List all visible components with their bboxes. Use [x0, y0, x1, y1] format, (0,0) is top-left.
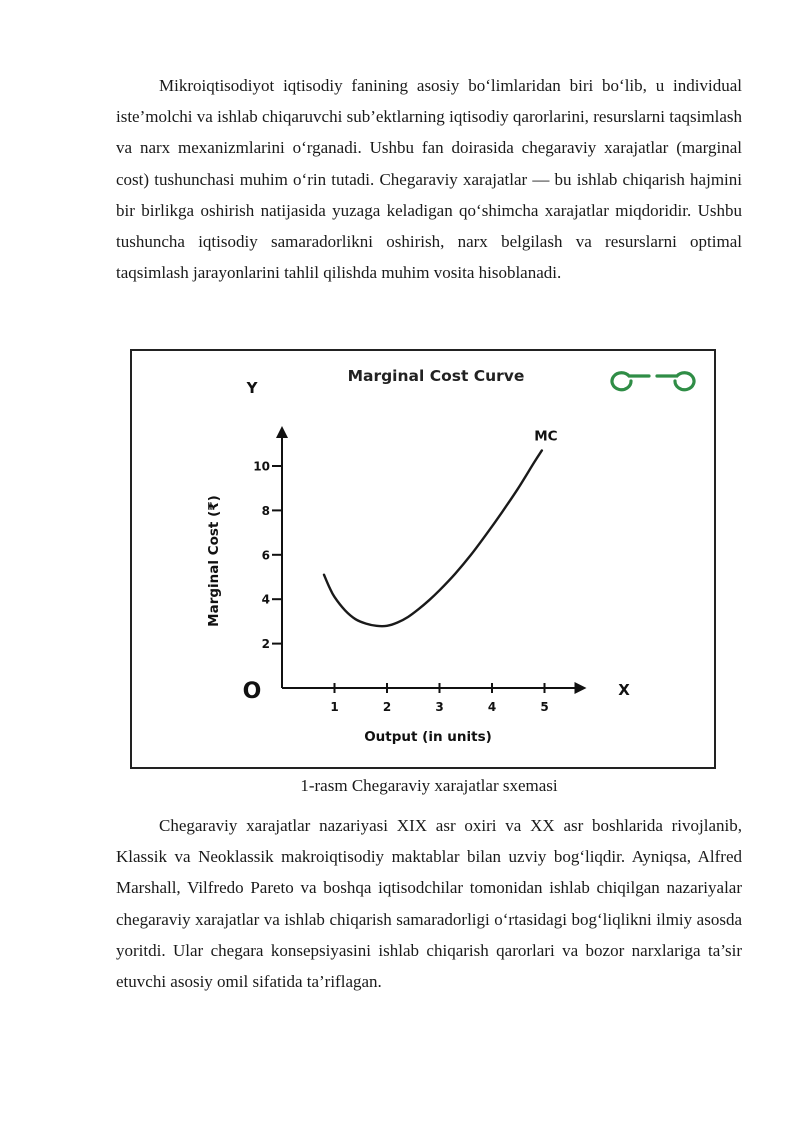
origin-label: O [242, 679, 262, 704]
mc-curve [324, 450, 542, 626]
mc-series-label: MC [534, 428, 558, 445]
marginal-cost-chart [132, 351, 714, 767]
x-tick-label: 3 [435, 700, 444, 714]
chart-ticks [253, 460, 548, 715]
marginal-cost-figure [130, 349, 716, 769]
y-tick-label: 10 [253, 459, 270, 474]
y-axis-label: Marginal Cost (₹) [206, 495, 222, 627]
intro-paragraph: Mikroiqtisodiyot iqtisodiy fanining asosiy bo‘limlaridan biri bo‘lib, u individual iste’molchi va ishlab chiqaruvchi sub’ektlarning iqtisodiy qarorlarini, resurslarni taqsimlash va narx mexanizmlarini o‘rganadi. Ushbu fan doirasida chegaraviy xarajatlar (marginal cost) tushunchasi muhim o‘rin tutadi. Chegaraviy xarajatlar — bu ishlab chiqarish hajmini bir birlikga oshirish natijasida yuzaga keladigan qo‘shimcha xarajatlar miqdoridir. Ushbu tushuncha iqtisodiy samaradorlikni oshirish, narx belgilash va resurslarni optimal taqsimlash jarayonlarini tahlil qilishda muhim vosita hisoblanadi. [116, 76, 742, 283]
figure-caption: 1-rasm Chegaraviy xarajatlar sxemasi [300, 776, 558, 795]
x-tick-label: 2 [382, 700, 392, 714]
gfg-logo-icon [612, 373, 694, 390]
y-axis-arrow [276, 426, 288, 438]
x-axis-letter: X [618, 681, 630, 699]
history-paragraph: Chegaraviy xarajatlar nazariyasi XIX asr oxiri va XX asr boshlarida rivojlanib, Klassik va Neoklassik makroiqtisodiy maktablar bilan uzviy bog‘liqdir. Ayniqsa, Alfred Marshall, Vilfredo Pareto va boshqa iqtisodchilar tomonidan ishlab chiqilgan nazariyalar chegaraviy xarajatlar va ishlab chiqarish samaradorligi o‘rtasidagi bog‘liqlikni ilmiy asosda yoritdi. Ular chegara konsepsiyasini ishlab chiqarish qarorlari va bozor narxlariga ta’sir etuvchi asosiy omil sifatida ta’riflagan. [116, 816, 742, 992]
x-axis-arrow [575, 682, 587, 694]
y-tick-label: 4 [261, 592, 270, 607]
chart-axes [276, 426, 587, 694]
x-tick-label: 1 [330, 700, 339, 714]
y-tick-label: 8 [261, 503, 270, 518]
x-tick-label: 4 [487, 700, 497, 714]
x-axis-label: Output (in units) [364, 729, 492, 745]
y-tick-label: 2 [261, 637, 270, 652]
y-axis-letter: Y [246, 379, 258, 397]
chart-series [324, 428, 558, 626]
y-tick-label: 6 [261, 548, 270, 563]
chart-title: Marginal Cost Curve [347, 367, 525, 385]
x-tick-label: 5 [540, 700, 549, 714]
